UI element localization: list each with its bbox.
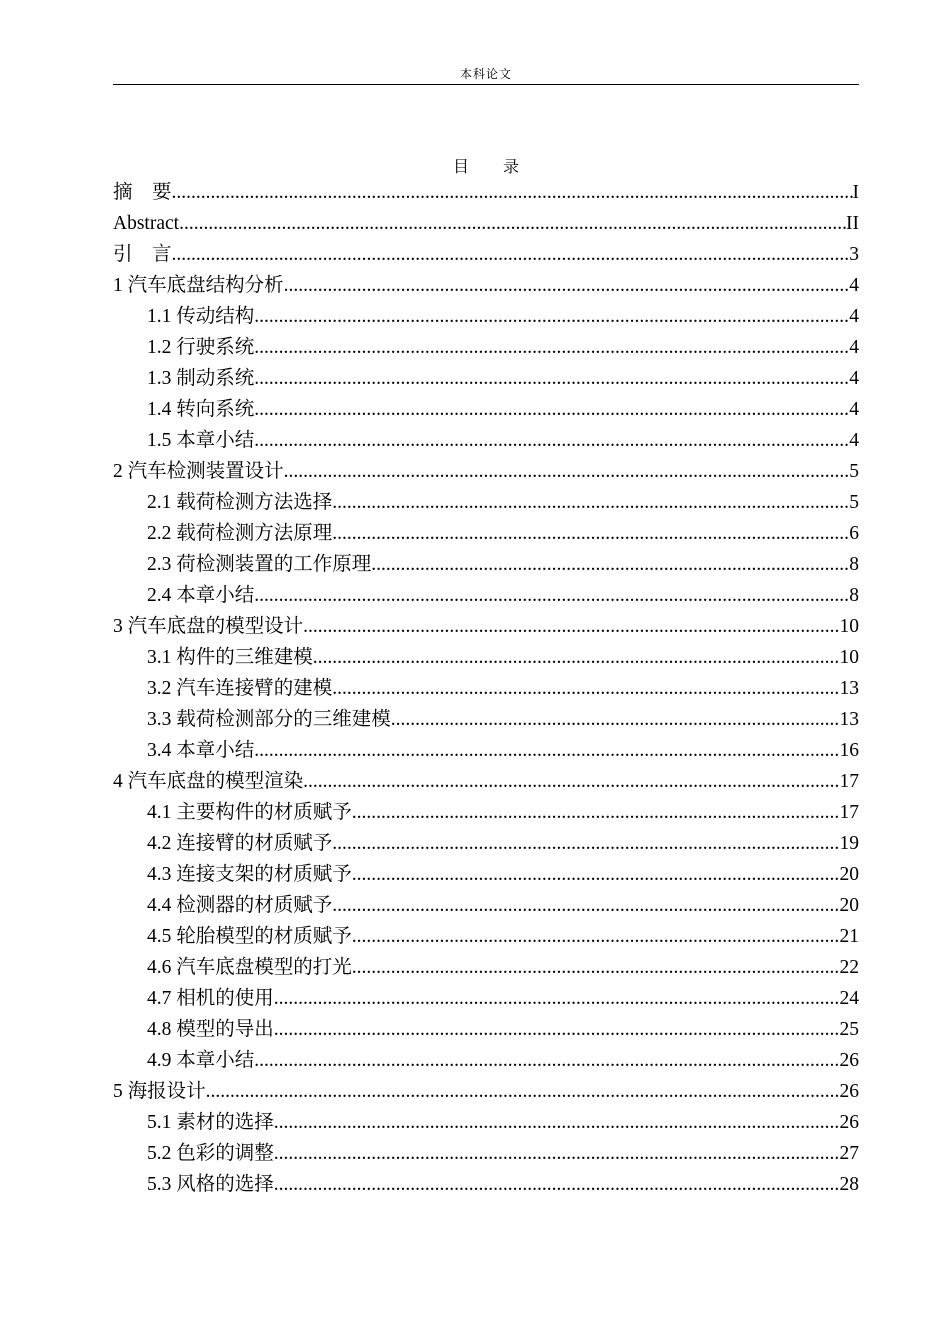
toc-dot-leader [352,859,840,890]
toc-entry-page-number: 4 [849,306,859,327]
header-text: 本科论文 [459,67,512,81]
toc-dot-leader [254,363,849,394]
toc-entry-label: 2.3 荷检测装置的工作原理 [147,554,372,575]
toc-entry[interactable] [113,828,859,859]
toc-entry-page-number: 13 [839,709,859,730]
toc-entry[interactable] [113,704,859,735]
toc-dot-leader [332,487,849,518]
toc-title: 目 录 [452,159,519,176]
toc-entry-label: 3.1 构件的三维建模 [147,647,313,668]
toc-entry-page-number: 26 [839,1081,859,1102]
toc-entry-label: 4.7 相机的使用 [147,988,274,1009]
toc-entry[interactable] [113,518,859,549]
page-header [113,64,859,85]
toc-dot-leader [274,1107,840,1138]
toc-entry[interactable] [113,1169,859,1200]
toc-entry[interactable] [113,642,859,673]
toc-entry-label: 5.1 素材的选择 [147,1112,274,1133]
toc-entry[interactable] [113,270,859,301]
toc-entry-page-number: 5 [849,461,859,482]
toc-entry-page-number: 16 [839,740,859,761]
toc-dot-leader [332,518,849,549]
toc-entry-label: 1.5 本章小结 [147,430,255,451]
toc-entry-label: 摘 要 [113,182,172,203]
toc-entry-label: 3 汽车底盘的模型设计 [113,616,304,637]
toc-dot-leader [254,301,849,332]
table-of-contents [113,177,859,1200]
toc-entry-label: 5 海报设计 [113,1081,206,1102]
toc-entry-label: 1.2 行驶系统 [147,337,255,358]
toc-entry-page-number: 5 [849,492,859,513]
toc-dot-leader [254,332,849,363]
toc-dot-leader [206,1076,840,1107]
toc-entry-page-number: 20 [839,895,859,916]
toc-entry-label: 4 汽车底盘的模型渲染 [113,771,304,792]
toc-entry-page-number: 26 [839,1050,859,1071]
toc-dot-leader [172,239,850,270]
toc-entry-label: 4.4 检测器的材质赋予 [147,895,333,916]
toc-dot-leader [254,580,849,611]
toc-entry-label: 5.3 风格的选择 [147,1174,274,1195]
toc-entry[interactable] [113,766,859,797]
toc-entry[interactable] [113,952,859,983]
toc-entry-page-number: 21 [839,926,859,947]
toc-dot-leader [172,177,853,208]
toc-entry-page-number: 6 [849,523,859,544]
toc-dot-leader [332,828,839,859]
toc-entry-label: 4.8 模型的导出 [147,1019,274,1040]
toc-dot-leader [254,1045,839,1076]
toc-dot-leader [254,425,849,456]
toc-entry[interactable] [113,1014,859,1045]
toc-dot-leader [371,549,849,580]
toc-entry-page-number: 10 [839,616,859,637]
toc-entry-page-number: 17 [839,771,859,792]
toc-entry-page-number: 22 [839,957,859,978]
toc-entry-label: 3.3 载荷检测部分的三维建模 [147,709,391,730]
toc-entry-page-number: 13 [839,678,859,699]
toc-dot-leader [254,735,839,766]
toc-entry-label: 1.4 转向系统 [147,399,255,420]
toc-entry-page-number: 26 [839,1112,859,1133]
toc-entry[interactable] [113,456,859,487]
toc-dot-leader [303,766,839,797]
toc-entry-label: 4.1 主要构件的材质赋予 [147,802,352,823]
toc-entry[interactable] [113,859,859,890]
toc-entry-label: 2.4 本章小结 [147,585,255,606]
toc-entry-page-number: 4 [849,399,859,420]
toc-entry-label: 3.4 本章小结 [147,740,255,761]
toc-dot-leader [313,642,840,673]
toc-dot-leader [352,921,840,952]
toc-entry-label: 2.1 载荷检测方法选择 [147,492,333,513]
toc-entry-page-number: II [846,213,859,234]
toc-entry-page-number: 8 [849,554,859,575]
toc-entry[interactable] [113,549,859,580]
toc-entry[interactable] [113,1045,859,1076]
toc-entry-page-number: 4 [849,275,859,296]
toc-dot-leader [303,611,839,642]
toc-entry-page-number: 4 [849,430,859,451]
toc-entry-label: 引 言 [113,244,172,265]
toc-dot-leader [179,208,846,239]
toc-dot-leader [391,704,840,735]
toc-dot-leader [274,1169,840,1200]
toc-dot-leader [352,952,840,983]
toc-entry-label: 1.3 制动系统 [147,368,255,389]
toc-dot-leader [274,1014,840,1045]
toc-entry-page-number: 19 [839,833,859,854]
toc-entry[interactable] [113,580,859,611]
toc-entry[interactable] [113,735,859,766]
toc-entry[interactable] [113,797,859,828]
toc-entry[interactable] [113,1076,859,1107]
toc-entry-page-number: I [852,182,859,203]
toc-dot-leader [332,673,839,704]
toc-entry[interactable] [113,177,859,208]
toc-dot-leader [254,394,849,425]
toc-entry-page-number: 3 [849,244,859,265]
toc-entry[interactable] [113,487,859,518]
toc-entry[interactable] [113,425,859,456]
toc-entry[interactable] [113,239,859,270]
toc-entry-label: Abstract [113,213,180,234]
toc-entry-label: 5.2 色彩的调整 [147,1143,274,1164]
toc-entry[interactable] [113,673,859,704]
toc-entry-page-number: 8 [849,585,859,606]
toc-entry-page-number: 4 [849,368,859,389]
toc-entry[interactable] [113,363,859,394]
toc-entry-page-number: 24 [839,988,859,1009]
toc-entry[interactable] [113,1138,859,1169]
toc-entry[interactable] [113,394,859,425]
toc-entry[interactable] [113,921,859,952]
toc-entry-label: 1.1 传动结构 [147,306,255,327]
toc-entry-page-number: 20 [839,864,859,885]
toc-entry[interactable] [113,208,859,239]
toc-entry-page-number: 17 [839,802,859,823]
toc-entry[interactable] [113,611,859,642]
toc-entry-label: 2.2 载荷检测方法原理 [147,523,333,544]
toc-dot-leader [274,983,840,1014]
toc-dot-leader [274,1138,840,1169]
toc-entry-page-number: 25 [839,1019,859,1040]
toc-entry-page-number: 28 [839,1174,859,1195]
toc-entry[interactable] [113,332,859,363]
toc-entry-label: 3.2 汽车连接臂的建模 [147,678,333,699]
toc-entry[interactable] [113,890,859,921]
toc-entry-label: 4.2 连接臂的材质赋予 [147,833,333,854]
toc-entry-page-number: 4 [849,337,859,358]
toc-entry-label: 2 汽车检测装置设计 [113,461,284,482]
toc-dot-leader [284,270,850,301]
toc-entry-page-number: 27 [839,1143,859,1164]
toc-entry-label: 1 汽车底盘结构分析 [113,275,284,296]
toc-entry-page-number: 10 [839,647,859,668]
toc-entry[interactable] [113,301,859,332]
toc-entry[interactable] [113,1107,859,1138]
toc-entry[interactable] [113,983,859,1014]
toc-dot-leader [352,797,840,828]
toc-entry-label: 4.3 连接支架的材质赋予 [147,864,352,885]
toc-entry-label: 4.6 汽车底盘模型的打光 [147,957,352,978]
toc-entry-label: 4.5 轮胎模型的材质赋予 [147,926,352,947]
toc-dot-leader [332,890,839,921]
toc-dot-leader [284,456,850,487]
toc-entry-label: 4.9 本章小结 [147,1050,255,1071]
